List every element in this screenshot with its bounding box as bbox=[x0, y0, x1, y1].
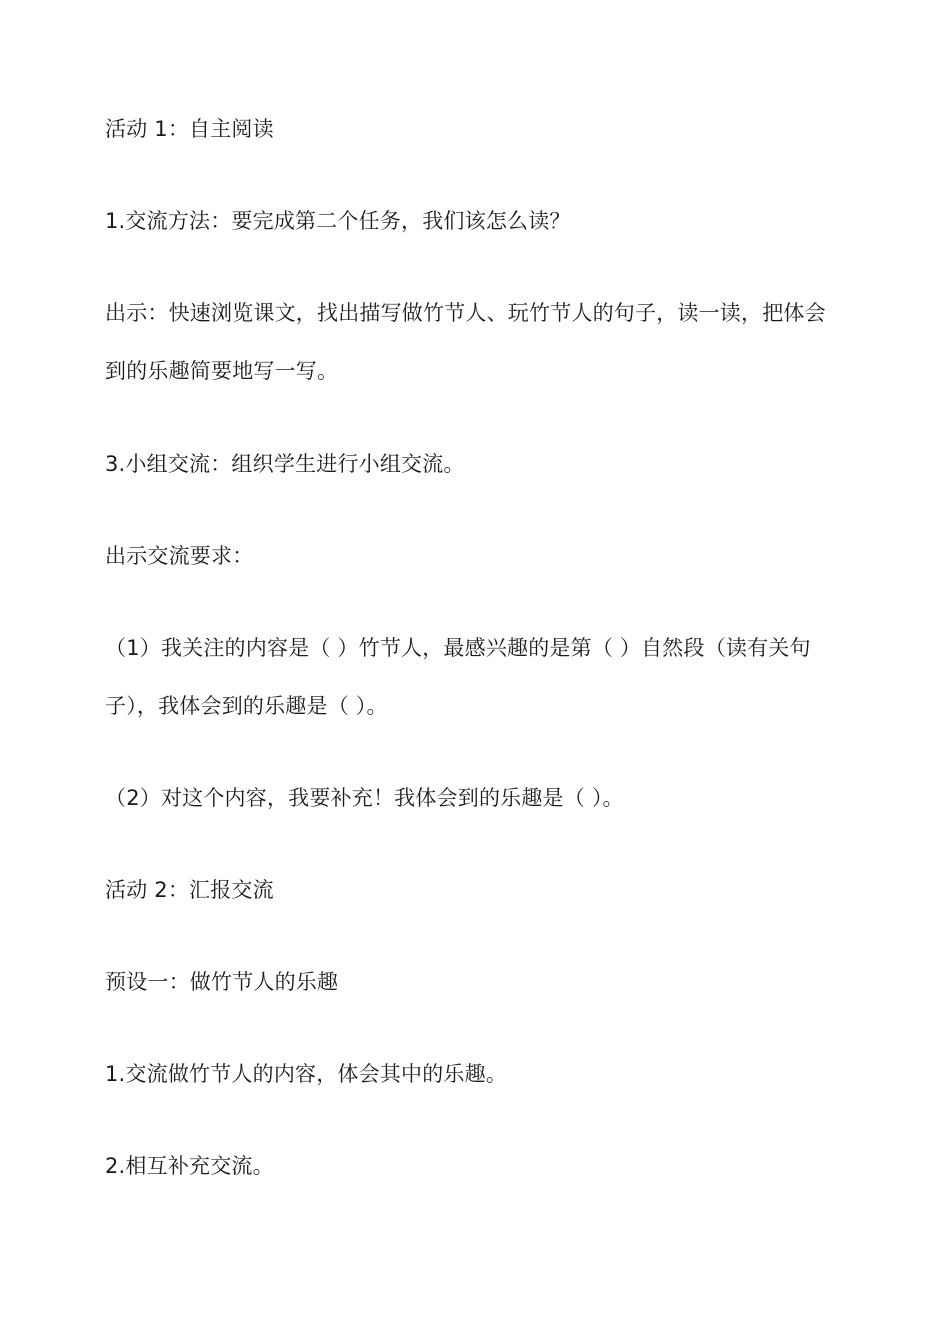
activity-1-heading: 活动 1：自主阅读 bbox=[105, 117, 274, 141]
activity-2-heading: 活动 2：汇报交流 bbox=[105, 878, 274, 902]
preset-1-heading: 预设一：做竹节人的乐趣 bbox=[105, 970, 339, 994]
instruction-line-2: 到的乐趣简要地写一写。 bbox=[105, 359, 339, 383]
requirements-heading: 出示交流要求： bbox=[105, 544, 254, 568]
step-1-text: 1.交流方法：要完成第二个任务，我们该怎么读？ bbox=[105, 209, 571, 233]
preset-step-1: 1.交流做竹节人的内容，体会其中的乐趣。 bbox=[105, 1062, 508, 1086]
instruction-line-1: 出示：快速浏览课文，找出描写做竹节人、玩竹节人的句子，读一读，把体会 bbox=[105, 301, 826, 325]
requirement-1-line-1: （1）我关注的内容是（ ）竹节人，最感兴趣的是第（ ）自然段（读有关句 bbox=[105, 636, 811, 660]
step-3-text: 3.小组交流：组织学生进行小组交流。 bbox=[105, 452, 465, 476]
requirement-2: （2）对这个内容，我要补充！我体会到的乐趣是（ ）。 bbox=[105, 786, 624, 810]
preset-step-2: 2.相互补充交流。 bbox=[105, 1154, 274, 1178]
requirement-1-line-2: 子），我体会到的乐趣是（ ）。 bbox=[105, 694, 388, 718]
